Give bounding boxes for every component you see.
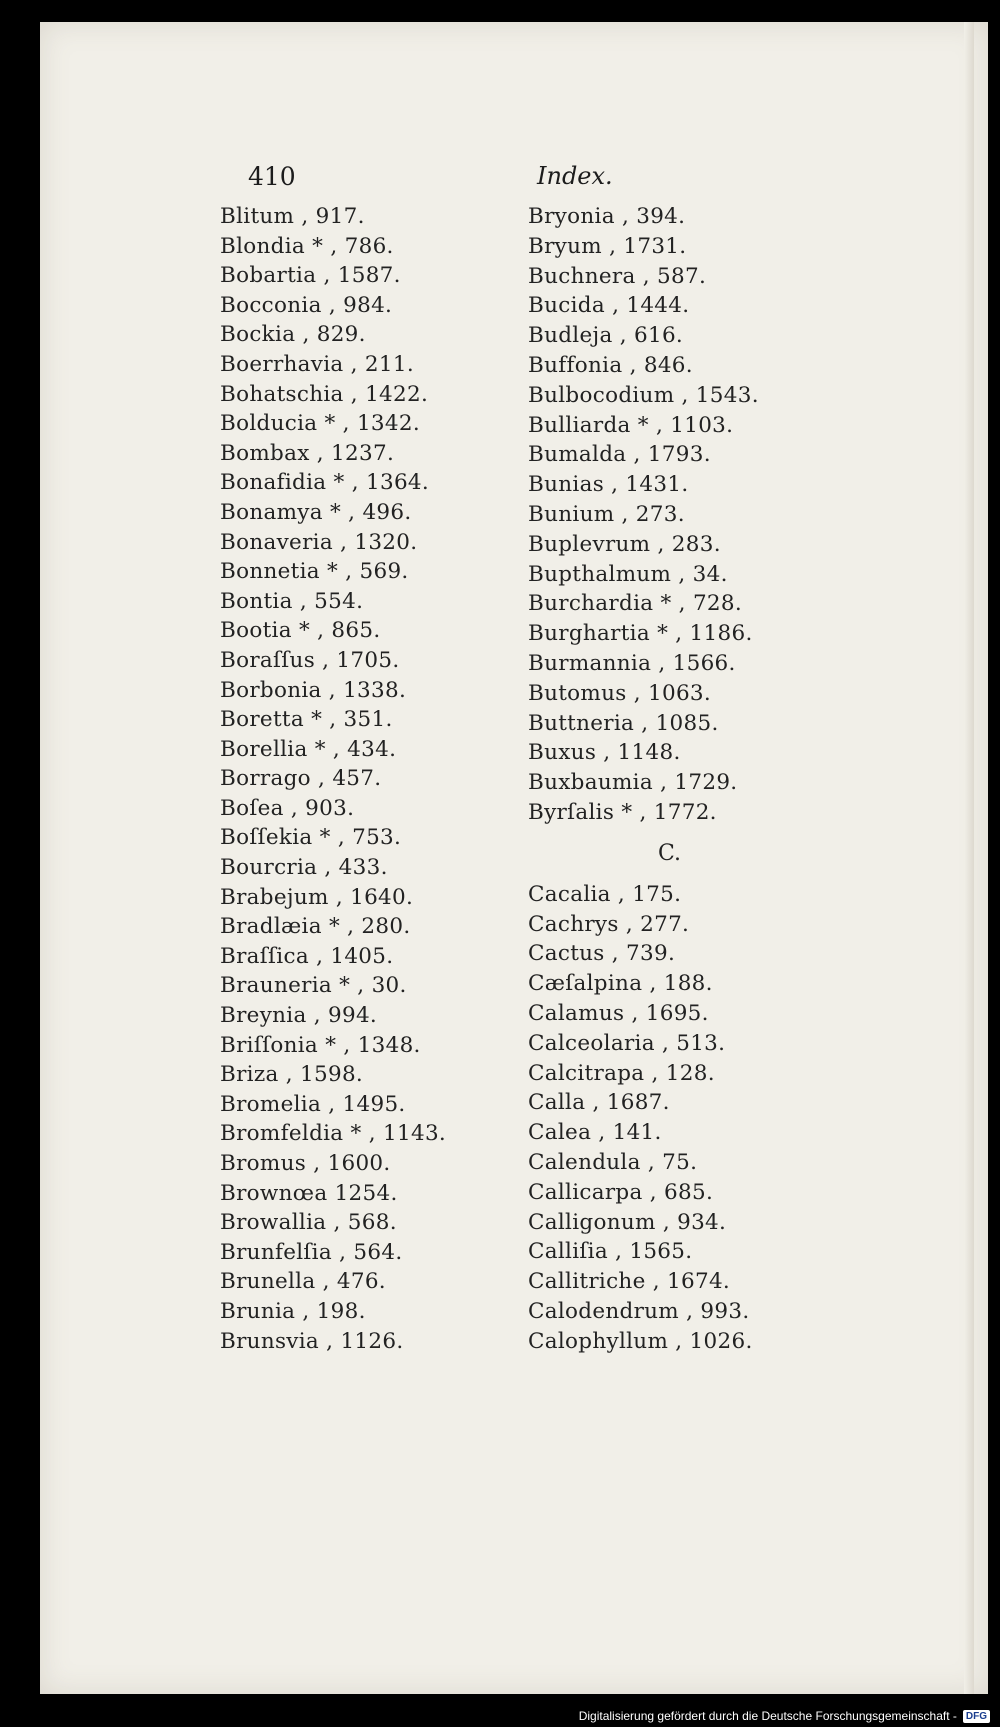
index-entry: Brabejum , 1640. [220,884,414,910]
index-entry: Byrſalis * , 1772. [528,799,717,825]
index-entry: Brunia , 198. [220,1298,366,1324]
index-entry: Browallia , 568. [220,1210,397,1236]
index-entry: Boerrhavia , 211. [220,351,415,377]
index-entry: Calophyllum , 1026. [528,1328,753,1354]
index-entry: Bonaveria , 1320. [220,529,418,555]
index-entry: Boſea , 903. [220,795,355,821]
index-entry: Cachrys , 277. [528,911,690,937]
index-entry: Borbonia , 1338. [220,677,407,703]
index-entry: Callicarpa , 685. [528,1179,714,1205]
right-column-c-entries [528,880,759,1357]
index-entry: Briza , 1598. [220,1062,364,1088]
index-entry: Calodendrum , 993. [528,1298,750,1324]
index-entry: Buplevrum , 283. [528,531,721,557]
index-entry: Brunella , 476. [220,1269,386,1295]
index-entry: Bourcria , 433. [220,855,388,881]
index-entry: Buchnera , 587. [528,263,707,289]
index-entry: Bolducia * , 1342. [220,411,421,437]
index-entry: Calligonum , 934. [528,1209,727,1235]
index-entry: Bobartia , 1587. [220,263,401,289]
index-entry: Buxus , 1148. [528,740,681,766]
index-entry: Bromelia , 1495. [220,1091,406,1117]
index-entry: Bockia , 829. [220,322,366,348]
index-entry: Brownœa 1254. [220,1180,398,1206]
index-entry: Calendula , 75. [528,1149,698,1175]
index-entry: Braſſica , 1405. [220,943,394,969]
index-entry: Bunium , 273. [528,501,685,527]
page-edge [964,22,974,1694]
index-entry: Bonnetia * , 569. [220,559,409,585]
index-entry: Brunfelſia , 564. [220,1239,403,1265]
section-letter: C. [658,840,682,866]
page-title: Index. [537,162,613,190]
index-entry: Bradlæia * , 280. [220,914,411,940]
page-number: 410 [248,162,296,191]
right-column-b-entries [528,202,759,828]
index-entry: Burghartia * , 1186. [528,621,753,647]
index-entry: Bromfeldia * , 1143. [220,1121,447,1147]
index-entry: Calcitrapa , 128. [528,1060,715,1086]
index-entry: Calla , 1687. [528,1090,670,1116]
index-entry: Borellia * , 434. [220,736,397,762]
dfg-logo: DFG [963,1710,990,1723]
index-entry: Bromus , 1600. [220,1151,391,1176]
index-entry: Callitriche , 1674. [528,1269,731,1295]
index-entry: Blitum , 917. [220,204,365,229]
index-entry: Bryum , 1731. [528,233,687,259]
index-entry: Budleja , 616. [528,323,684,349]
index-entry: Butomus , 1063. [528,680,712,706]
index-entry: Bontia , 554. [220,588,364,614]
index-entry: Bocconia , 984. [220,292,393,318]
right-column [528,202,759,1356]
index-entry: Boretta * , 351. [220,707,393,733]
index-entry: Buxbaumia , 1729. [528,770,738,796]
book-page [40,22,988,1694]
index-entry: Cæſalpina , 188. [528,971,713,997]
index-entry: Cacalia , 175. [528,881,682,907]
index-entry: Calceolaria , 513. [528,1030,726,1056]
index-entry: Calliſia , 1565. [528,1239,693,1265]
index-entry: Bryonia , 394. [528,204,686,229]
index-entry: Bombax , 1237. [220,440,395,466]
index-entry: Cactus , 739. [528,941,676,967]
index-entry: Brunsvia , 1126. [220,1328,404,1354]
index-entry: Buttneria , 1085. [528,710,719,736]
index-entry: Bulbocodium , 1543. [528,382,759,408]
index-entry: Bulliarda * , 1103. [528,412,734,438]
index-entry: Blondia * , 786. [220,233,394,259]
index-entry: Boſſekia * , 753. [220,825,402,851]
index-entry: Breynia , 994. [220,1003,378,1029]
index-entry: Bucida , 1444. [528,293,690,319]
index-entry: Bonafidia * , 1364. [220,470,430,496]
index-entry: Bohatschia , 1422. [220,381,429,407]
index-entry: Bonamya * , 496. [220,499,412,525]
index-entry: Bumalda , 1793. [528,442,711,468]
index-entry: Calamus , 1695. [528,1000,709,1026]
index-entry: Calea , 141. [528,1120,662,1146]
footer [579,1709,990,1723]
index-entry: Burchardia * , 728. [528,591,743,617]
index-entry: Briſſonia * , 1348. [220,1032,421,1058]
index-entry: Borrago , 457. [220,766,382,792]
index-entry: Burmannia , 1566. [528,650,736,676]
index-entry: Boraſſus , 1705. [220,647,400,673]
index-entry: Brauneria * , 30. [220,973,407,999]
left-column [220,202,446,1356]
index-entry: Buffonia , 846. [528,352,693,378]
index-entry: Bunias , 1431. [528,472,689,498]
index-entry: Bootia * , 865. [220,618,381,644]
index-entry: Bupthalmum , 34. [528,561,728,587]
footer-text: Digitalisierung gefördert durch die Deutsche Forschungsgemeinschaft - [578,1709,957,1723]
